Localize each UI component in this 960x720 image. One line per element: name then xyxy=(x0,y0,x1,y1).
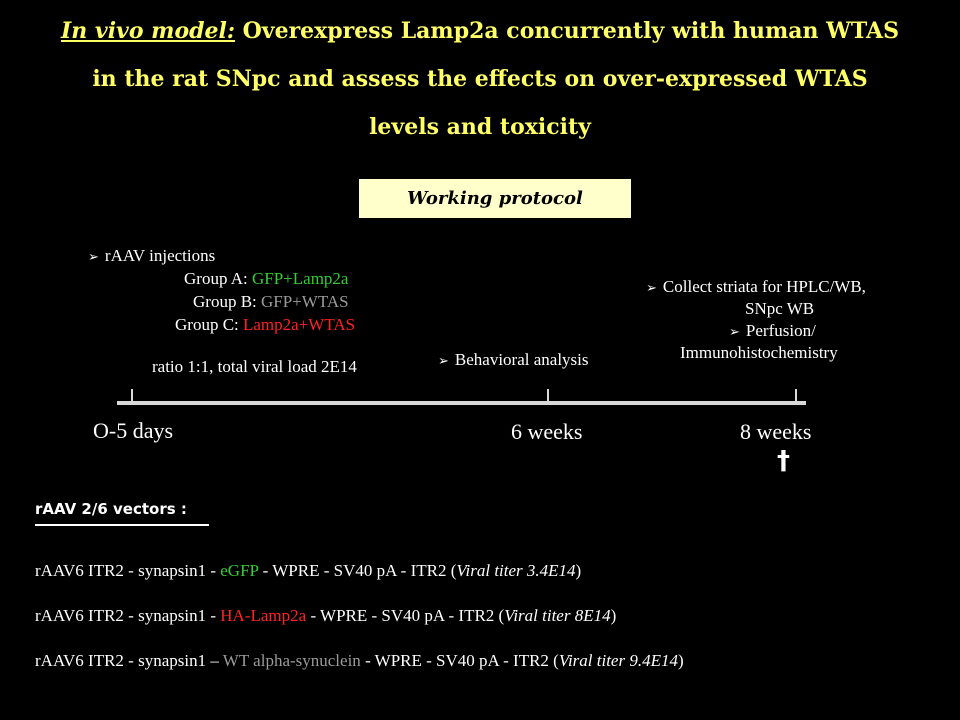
group-c-value: Lamp2a+WTAS xyxy=(243,315,356,334)
timeline-tick-8-weeks xyxy=(795,389,797,403)
title-lead: In vivo model: xyxy=(60,18,235,44)
group-b-label: Group B: xyxy=(193,292,257,311)
vector-insert: eGFP xyxy=(220,561,259,580)
timeline-label-6-weeks: 6 weeks xyxy=(511,419,583,444)
vector-suffix: - WPRE - SV40 pA - ITR2 ( xyxy=(306,606,505,625)
vector-row-wtas xyxy=(35,651,684,671)
group-a-label: Group A: xyxy=(184,269,248,288)
vector-row-egfp xyxy=(35,561,581,581)
vector-insert: HA-Lamp2a xyxy=(220,606,307,625)
working-protocol-label: Working protocol xyxy=(359,179,631,218)
vector-close: ) xyxy=(610,606,617,625)
timeline-label-8-weeks: 8 weeks xyxy=(740,419,812,444)
collect-line-4: Immunohistochemistry xyxy=(680,343,838,362)
ratio-text: ratio 1:1, total viral load 2E14 xyxy=(152,357,357,376)
vector-titer: Viral titer 8E14 xyxy=(504,606,611,625)
timeline-axis xyxy=(117,401,806,405)
vectors-heading-underline xyxy=(35,524,209,526)
vector-close: ) xyxy=(677,651,684,670)
group-c xyxy=(175,315,355,335)
group-c-label: Group C: xyxy=(175,315,239,334)
collect-line-3-text: Perfusion/ xyxy=(745,321,816,340)
title-line-1 xyxy=(0,18,960,44)
vector-prefix: rAAV6 ITR2 - synapsin1 – xyxy=(35,651,223,670)
title-line-1-rest: Overexpress Lamp2a concurrently with human WTAS xyxy=(234,18,900,44)
vector-suffix: - WPRE - SV40 pA - ITR2 ( xyxy=(360,651,559,670)
collect-line-1 xyxy=(646,277,866,297)
vector-row-lamp2a xyxy=(35,606,616,626)
vector-titer: Viral titer 3.4E14 xyxy=(456,561,576,580)
vector-close: ) xyxy=(575,561,582,580)
group-b-value: GFP+WTAS xyxy=(261,292,349,311)
group-b xyxy=(193,292,349,312)
collect-line-2: SNpc WB xyxy=(745,299,815,318)
injections-heading xyxy=(88,246,215,266)
behavioral-analysis xyxy=(438,350,589,370)
vectors-heading: rAAV 2/6 vectors : xyxy=(35,500,187,518)
arrow-bullet-icon: ➢ xyxy=(729,325,740,340)
group-a-value: GFP+Lamp2a xyxy=(252,269,349,288)
title-line-2: in the rat SNpc and assess the effects on over-expressed WTAS xyxy=(92,66,868,92)
vector-suffix: - WPRE - SV40 pA - ITR2 ( xyxy=(258,561,457,580)
arrow-bullet-icon: ➢ xyxy=(438,354,449,369)
dagger-icon: † xyxy=(777,446,790,476)
injections-heading-text: rAAV injections xyxy=(104,246,216,265)
vector-insert: WT alpha-synuclein xyxy=(222,651,361,670)
behavioral-text: Behavioral analysis xyxy=(454,350,589,369)
title-line-3: levels and toxicity xyxy=(369,114,591,140)
vector-titer: Viral titer 9.4E14 xyxy=(558,651,678,670)
timeline-label-start: O-5 days xyxy=(93,418,174,443)
collect-line-1-text: Collect striata for HPLC/WB, xyxy=(662,277,866,296)
collect-line-3 xyxy=(729,321,816,341)
timeline-tick-start xyxy=(131,389,133,403)
group-a xyxy=(184,269,348,289)
arrow-bullet-icon: ➢ xyxy=(88,250,99,265)
timeline-tick-6-weeks xyxy=(547,389,549,403)
vector-prefix: rAAV6 ITR2 - synapsin1 - xyxy=(35,561,221,580)
vector-prefix: rAAV6 ITR2 - synapsin1 - xyxy=(35,606,221,625)
arrow-bullet-icon: ➢ xyxy=(646,281,657,296)
